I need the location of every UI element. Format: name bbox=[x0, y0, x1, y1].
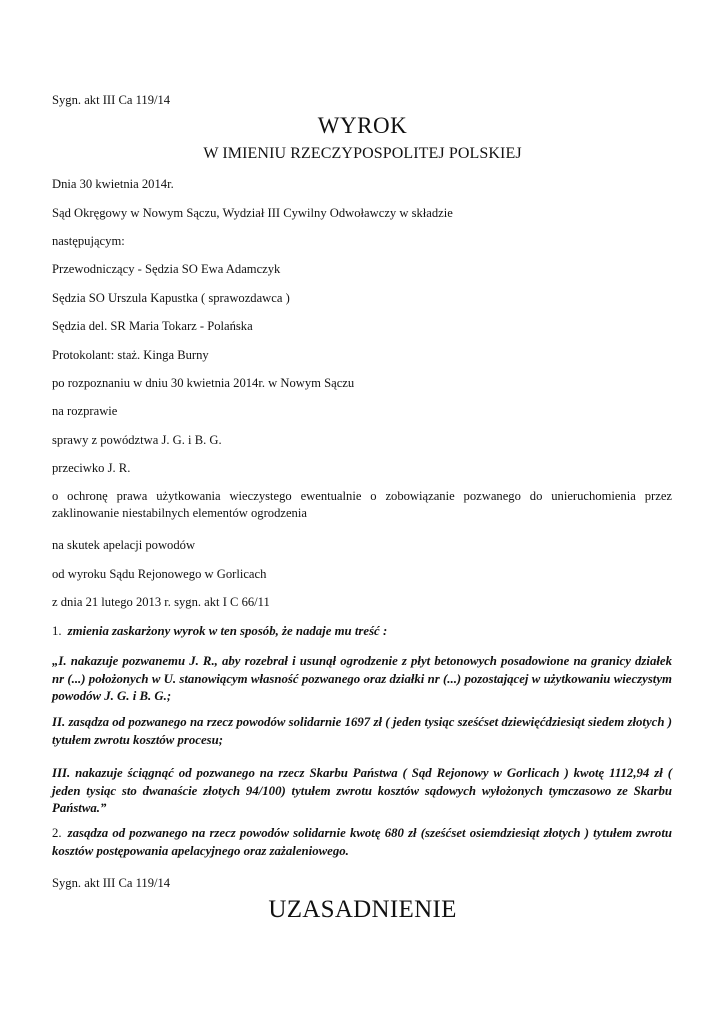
case-plaintiffs: sprawy z powództwa J. G. i B. G. bbox=[52, 433, 222, 447]
ruling-item-1-number: 1. bbox=[52, 624, 62, 638]
presiding-judge: Przewodniczący - Sędzia SO Ewa Adamczyk bbox=[52, 262, 281, 276]
ruling-item-2-text: zasądza od pozwanego na rzecz powodów solidarnie kwotę 680 zł (sześćset osiemdziesiąt złotych ) tytułem zwrotu kosztów postępowania apelacyjnego oraz zażaleniowego. bbox=[52, 826, 672, 858]
ruling-point-ii: II. zasądza od pozwanego na rzecz powodów solidarnie 1697 zł ( jeden tysiąc sześćset dziewięćdziesiąt siedem złotych ) tytułem zwrotu kosztów procesu; bbox=[52, 715, 672, 747]
case-reference-top: Sygn. akt III Ca 119/14 bbox=[52, 93, 171, 107]
appeal-basis: na skutek apelacji powodów bbox=[52, 538, 196, 552]
ruling-item-1-text: zmienia zaskarżony wyrok w ten sposób, że nadaje mu treść : bbox=[67, 624, 388, 638]
ruling-point-iii: III. nakazuje ściągnąć od pozwanego na rzecz Skarbu Państwa ( Sąd Rejonowy w Gorlicach ) kwotę 1112,94 zł ( jeden tysiąc sto dwanaście złotych 94/100) tytułem zwrotu kosztów sądowych wyłożonych tymczasowo ze Skarbu Państwa.” bbox=[52, 766, 672, 815]
court-name: Sąd Okręgowy w Nowym Sączu, Wydział III Cywilny Odwoławczy w składzie bbox=[52, 206, 453, 220]
lower-court-judgment: od wyroku Sądu Rejonowego w Gorlicach bbox=[52, 567, 267, 581]
judge-rapporteur: Sędzia SO Urszula Kapustka ( sprawozdawca ) bbox=[52, 291, 290, 305]
judgment-title: WYROK bbox=[317, 113, 408, 138]
justification-title: UZASADNIENIE bbox=[268, 896, 457, 923]
case-defendant: przeciwko J. R. bbox=[52, 461, 131, 475]
court-clerk: Protokolant: staż. Kinga Burny bbox=[52, 348, 209, 362]
ruling-item-2 bbox=[52, 825, 672, 860]
ruling-item-2-number: 2. bbox=[52, 826, 62, 840]
lower-court-judgment-date: z dnia 21 lutego 2013 r. sygn. akt I C 66/11 bbox=[52, 595, 270, 609]
judgment-date: Dnia 30 kwietnia 2014r. bbox=[52, 177, 174, 191]
hearing-date-place: po rozpoznaniu w dniu 30 kwietnia 2014r. w Nowym Sączu bbox=[52, 376, 355, 390]
delegated-judge: Sędzia del. SR Maria Tokarz - Polańska bbox=[52, 319, 253, 333]
case-reference-bottom: Sygn. akt III Ca 119/14 bbox=[52, 876, 171, 890]
ruling-point-i: „I. nakazuje pozwanemu J. R., aby rozebrał i usunął ogrodzenie z płyt betonowych posadowione na granicy działek nr (...) położonych w U. stanowiącym własność pozwanego oraz działki nr (...) pozostającej w użytkowaniu wieczystym powodów J. G. i B. G.; bbox=[52, 654, 672, 703]
composition-label: następującym: bbox=[52, 234, 125, 248]
hearing-type: na rozprawie bbox=[52, 404, 118, 418]
case-subject: o ochronę prawa użytkowania wieczystego ewentualnie o zobowiązanie pozwanego do unieruchomienia przez zaklinowanie niestabilnych elementów ogrodzenia bbox=[52, 489, 672, 520]
judgment-subtitle: W IMIENIU RZECZYPOSPOLITEJ POLSKIEJ bbox=[203, 145, 522, 162]
ruling-item-1 bbox=[52, 623, 387, 641]
